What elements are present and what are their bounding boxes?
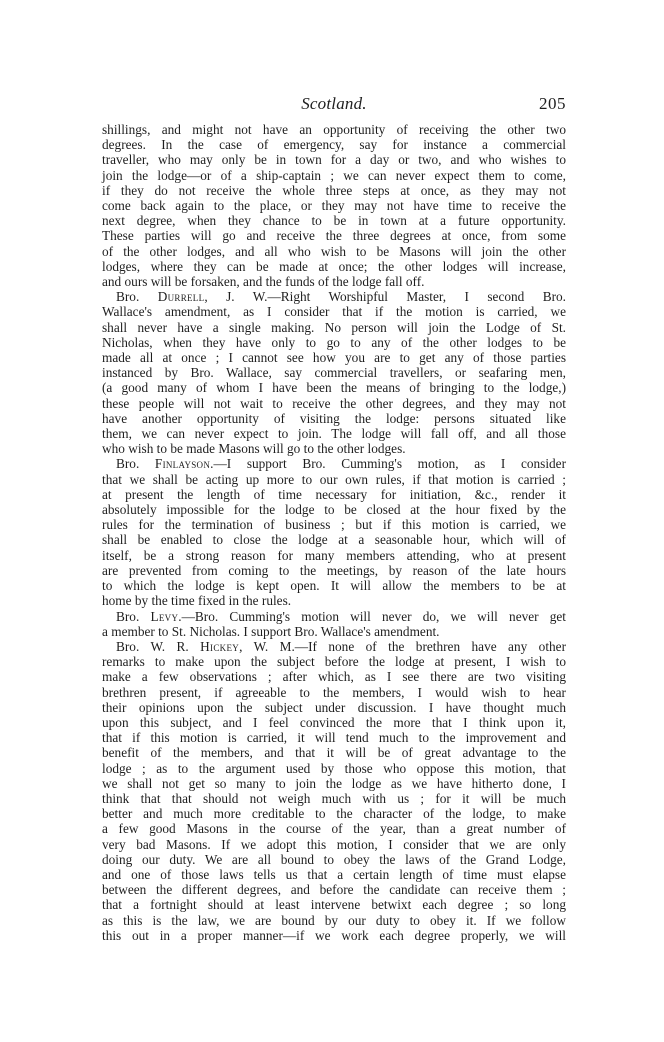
line-text: lodge ; as to the argument used by those who oppose this motion, that [102,760,566,776]
line-text: make a few observations ; after which, as I see there are two visiting [102,669,566,685]
line-text: are prevented from coming to the meetings, by reason of the late hours [102,562,566,578]
line-text: this out in a proper manner—if we work each degree properly, we will [102,927,566,943]
line-text: these people will not wait to receive the other degrees, and they may not [102,395,566,411]
line-text: absolutely impossible for the lodge to be closed at the hour fixed by the [102,502,566,518]
line-text: and one of those laws tells us that a certain length of time must elapse [102,866,566,882]
line-text: very bad Masons. If we adopt this motion, I consider that we are only [102,836,566,852]
line-text: upon this subject, and I feel convinced the more that I think upon it, [102,714,566,730]
text-line [102,122,566,137]
text-line [102,776,566,791]
line-text: brethren present, if agreeable to the members, I would wish to hear [102,684,566,700]
text-line [102,213,566,228]
text-line [102,928,566,943]
text-line [102,791,566,806]
text-line [102,730,566,745]
line-text: a member to St. Nicholas. I support Bro. Wallace's amendment. [102,623,440,639]
text-line [102,548,566,563]
text-line [102,274,566,289]
line-text: at present the length of time necessary for initiation, &c., render it [102,486,566,502]
line-text: we shall not get so many to join the lodge as we have hitherto done, I [102,775,566,791]
text-line [102,152,566,167]
text-line [102,624,566,639]
body-text [102,122,566,943]
text-line [102,806,566,821]
text-line [102,198,566,213]
text-line [102,244,566,259]
page-header [102,94,566,122]
line-text: benefit of the members, and that it will be of great advantage to the [102,745,566,761]
line-text: lodges, where they can be made at once; the other lodges will increase, [102,258,566,274]
speaker-name: Durrell [157,289,205,305]
text-line [102,502,566,517]
line-text: a few good Masons in the course of the year, than a great number of [102,821,566,837]
line-text: to which the lodge is kept open. It will allow the members to be at [102,578,566,594]
line-text: their opinions upon the subject under discussion. I have thought much [102,699,566,715]
line-text: that if this motion is carried, it will tend much to the improvement and [102,730,566,746]
text-line [102,183,566,198]
text-line [102,137,566,152]
speaker-name: Levy [150,608,179,624]
speaker-name: Finlayson [154,456,211,472]
text-line [102,517,566,532]
line-text: .—Bro. Cumming's motion will never do, we will never get [178,608,566,624]
text-line [102,821,566,836]
text-line [102,578,566,593]
line-text: degrees. In the case of emergency, say for instance a commercial [102,137,566,153]
line-text: join the lodge—or of a ship-captain ; we can never expect them to come, [102,167,566,183]
text-line [102,380,566,395]
text-line [102,563,566,578]
text-line [102,472,566,487]
line-text: , W. M.—If none of the brethren have any other [239,638,566,654]
text-line [102,365,566,380]
text-line [102,867,566,882]
line-text: Wallace's amendment, as I consider that if the motion is carried, we [102,304,566,320]
text-line [102,532,566,547]
line-text: that we shall be acting up more to our own rules, if that motion is carried ; [102,471,566,487]
line-text: rules for the termination of business ; but if this motion is carried, we [102,517,566,533]
line-text: have another opportunity of visiting the lodge: persons situated like [102,410,566,426]
speaker-prefix: Bro. [116,289,158,305]
line-text: them, we can never expect to join. The lodge will fall off, and all those [102,426,566,442]
line-text: , J. W.—Right Worshipful Master, I second Bro. [204,289,566,305]
text-line [102,426,566,441]
page-number: 205 [539,94,566,113]
text-line [102,335,566,350]
text-line [102,593,566,608]
line-text: of the other lodges, and all who wish to be Masons will join the other [102,243,566,259]
text-line [102,639,566,654]
line-text: remarks to make upon the subject before the lodge at present, I wish to [102,654,566,670]
text-line [102,411,566,426]
line-text: Nicholas, when they have only to go to any of the other lodges to be [102,334,566,350]
text-line [102,320,566,335]
speaker-prefix: Bro. [116,608,151,624]
line-text: who wish to be made Masons will go to the other lodges. [102,441,406,457]
line-text: if they do not receive the whole three steps at once, as they may not [102,182,566,198]
text-line [102,837,566,852]
text-line [102,654,566,669]
text-line [102,350,566,365]
line-text: better and much more creditable to the character of the lodge, to make [102,806,566,822]
text-line [102,168,566,183]
text-line [102,745,566,760]
text-line [102,700,566,715]
text-line [102,715,566,730]
text-line [102,228,566,243]
text-line [102,897,566,912]
line-text: think that that should not weigh much with us ; for it will be much [102,790,566,806]
line-text: shillings, and might not have an opportunity of receiving the other two [102,122,566,137]
text-line [102,441,566,456]
line-text: .—I support Bro. Cumming's motion, as I consider [210,456,567,472]
text-line [102,304,566,319]
line-text: made all at once ; I cannot see how you are to get any of those parties [102,350,566,366]
text-line [102,669,566,684]
line-text: These parties will go and receive the three degrees at once, from some [102,228,566,244]
text-line [102,761,566,776]
text-line [102,289,566,304]
text-line [102,852,566,867]
line-text: traveller, who may only be in town for a day or two, and who wishes to [102,152,566,168]
text-line [102,396,566,411]
line-text: doing our duty. We are all bound to obey the laws of the Grand Lodge, [102,851,566,867]
book-page [102,94,566,943]
speaker-name: Hickey [200,638,240,654]
line-text: shall never have a single making. No person will join the Lodge of St. [102,319,566,335]
line-text: instanced by Bro. Wallace, say commercial travellers, or seafaring men, [102,365,566,381]
line-text: and ours will be forsaken, and the funds of the lodge fall off. [102,274,425,290]
line-text: home by the time fixed in the rules. [102,593,292,609]
text-line [102,609,566,624]
speaker-prefix: Bro. [116,456,155,472]
line-text: (a good many of whom I have been the means of bringing to the lodge,) [102,380,566,396]
text-line [102,456,566,471]
text-line [102,685,566,700]
speaker-prefix: Bro. W. R. [116,638,201,654]
text-line [102,259,566,274]
line-text: that a fortnight should at least intervene betwixt each degree ; so long [102,897,566,913]
line-text: itself, be a strong reason for many members attending, who at present [102,547,566,563]
running-title: Scotland. [301,94,367,113]
line-text: shall be enabled to close the lodge at a seasonable hour, which will of [102,532,566,548]
text-line [102,882,566,897]
text-line [102,913,566,928]
line-text: as this is the law, we are bound by our duty to obey it. If we follow [102,912,566,928]
line-text: next degree, when they chance to be in town at a future opportunity. [102,213,566,229]
text-line [102,487,566,502]
line-text: between the different degrees, and before the candidate can receive them ; [102,882,566,898]
line-text: come back again to the place, or they may not have time to receive the [102,198,566,214]
